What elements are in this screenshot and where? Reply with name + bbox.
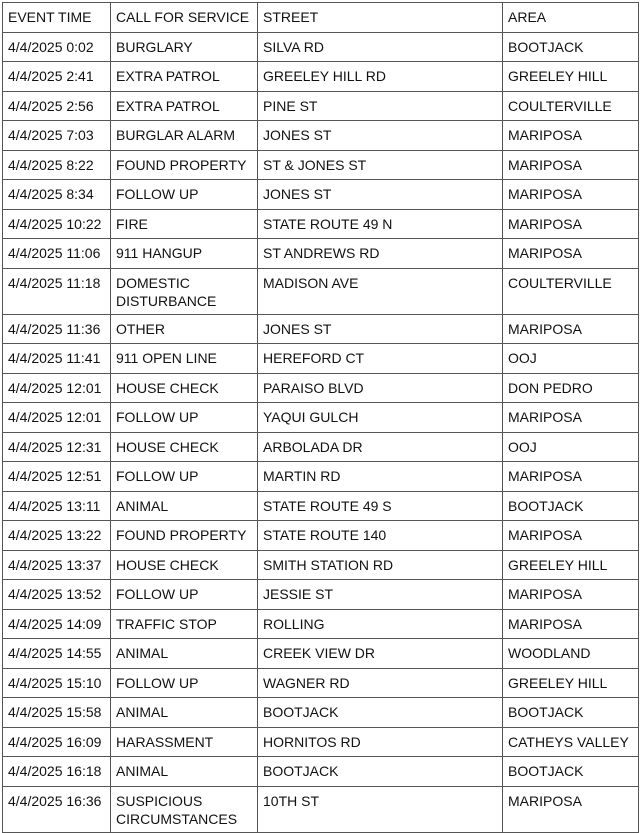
cell-event-time: 4/4/2025 14:55: [3, 639, 111, 669]
cell-event-time: 4/4/2025 13:11: [3, 491, 111, 521]
table-row: [3, 757, 639, 787]
cell-call-for-service: BURGLAR ALARM: [111, 121, 258, 151]
cell-event-time: 4/4/2025 14:09: [3, 609, 111, 639]
table-row: [3, 121, 639, 151]
cell-call-for-service: FIRE: [111, 209, 258, 239]
table-row: [3, 62, 639, 92]
cell-street: JONES ST: [258, 180, 503, 210]
cell-event-time: 4/4/2025 8:34: [3, 180, 111, 210]
cell-street: MARTIN RD: [258, 462, 503, 492]
header-event-time: EVENT TIME: [3, 3, 111, 33]
cell-event-time: 4/4/2025 12:01: [3, 403, 111, 433]
cell-street: WAGNER RD: [258, 668, 503, 698]
cell-street: STATE ROUTE 49 S: [258, 491, 503, 521]
cell-event-time: 4/4/2025 11:06: [3, 239, 111, 269]
table-row: [3, 491, 639, 521]
cell-call-for-service: FOLLOW UP: [111, 180, 258, 210]
table-row: [3, 432, 639, 462]
cell-call-for-service: HOUSE CHECK: [111, 373, 258, 403]
cell-street: JONES ST: [258, 121, 503, 151]
cell-call-for-service: 911 OPEN LINE: [111, 344, 258, 374]
cell-event-time: 4/4/2025 13:37: [3, 550, 111, 580]
cell-call-for-service: 911 HANGUP: [111, 239, 258, 269]
cell-street: JESSIE ST: [258, 580, 503, 610]
cell-street: ARBOLADA DR: [258, 432, 503, 462]
cell-event-time: 4/4/2025 11:36: [3, 314, 111, 344]
header-row: [3, 3, 639, 33]
table-row: [3, 639, 639, 669]
cell-area: MARIPOSA: [503, 180, 639, 210]
cell-call-for-service: FOLLOW UP: [111, 668, 258, 698]
cell-street: HORNITOS RD: [258, 727, 503, 757]
cell-street: GREELEY HILL RD: [258, 62, 503, 92]
cell-call-for-service: BURGLARY: [111, 32, 258, 62]
cell-street: STATE ROUTE 49 N: [258, 209, 503, 239]
header-street: STREET: [258, 3, 503, 33]
cell-street: PARAISO BLVD: [258, 373, 503, 403]
cell-call-for-service: ANIMAL: [111, 757, 258, 787]
table-row: [3, 580, 639, 610]
table-row: [3, 150, 639, 180]
cell-call-for-service: EXTRA PATROL: [111, 91, 258, 121]
cell-area: BOOTJACK: [503, 757, 639, 787]
cell-area: BOOTJACK: [503, 491, 639, 521]
cell-call-for-service: HOUSE CHECK: [111, 432, 258, 462]
table-row: [3, 786, 639, 832]
table-row: [3, 462, 639, 492]
cell-street: MADISON AVE: [258, 268, 503, 314]
calls-for-service-table: [2, 2, 639, 833]
cell-call-for-service: FOUND PROPERTY: [111, 521, 258, 551]
cell-call-for-service: SUSPICIOUS CIRCUMSTANCES: [111, 786, 258, 832]
cell-event-time: 4/4/2025 13:22: [3, 521, 111, 551]
cell-call-for-service: OTHER: [111, 314, 258, 344]
cell-street: ROLLING: [258, 609, 503, 639]
cell-call-for-service: FOLLOW UP: [111, 462, 258, 492]
table-body: [3, 32, 639, 832]
cell-event-time: 4/4/2025 12:01: [3, 373, 111, 403]
cell-area: COULTERVILLE: [503, 91, 639, 121]
cell-call-for-service: FOUND PROPERTY: [111, 150, 258, 180]
table-row: [3, 403, 639, 433]
table-row: [3, 521, 639, 551]
cell-area: MARIPOSA: [503, 521, 639, 551]
table-row: [3, 609, 639, 639]
table-row: [3, 373, 639, 403]
cell-call-for-service: ANIMAL: [111, 698, 258, 728]
cell-event-time: 4/4/2025 12:31: [3, 432, 111, 462]
cell-event-time: 4/4/2025 16:36: [3, 786, 111, 832]
cell-street: SILVA RD: [258, 32, 503, 62]
cell-area: MARIPOSA: [503, 314, 639, 344]
cell-area: MARIPOSA: [503, 150, 639, 180]
cell-call-for-service: ANIMAL: [111, 639, 258, 669]
cell-event-time: 4/4/2025 11:18: [3, 268, 111, 314]
cell-area: MARIPOSA: [503, 580, 639, 610]
cell-event-time: 4/4/2025 2:56: [3, 91, 111, 121]
cell-event-time: 4/4/2025 15:58: [3, 698, 111, 728]
table-header: [3, 3, 639, 33]
cell-area: COULTERVILLE: [503, 268, 639, 314]
table-row: [3, 32, 639, 62]
cell-event-time: 4/4/2025 10:22: [3, 209, 111, 239]
cell-area: OOJ: [503, 344, 639, 374]
cell-street: SMITH STATION RD: [258, 550, 503, 580]
cell-event-time: 4/4/2025 11:41: [3, 344, 111, 374]
cell-area: GREELEY HILL: [503, 62, 639, 92]
cell-street: ST ANDREWS RD: [258, 239, 503, 269]
cell-call-for-service: HARASSMENT: [111, 727, 258, 757]
cell-street: BOOTJACK: [258, 698, 503, 728]
cell-area: WOODLAND: [503, 639, 639, 669]
cell-street: BOOTJACK: [258, 757, 503, 787]
cell-event-time: 4/4/2025 13:52: [3, 580, 111, 610]
cell-call-for-service: ANIMAL: [111, 491, 258, 521]
cell-street: ST & JONES ST: [258, 150, 503, 180]
cell-street: STATE ROUTE 140: [258, 521, 503, 551]
cell-area: BOOTJACK: [503, 32, 639, 62]
cell-event-time: 4/4/2025 15:10: [3, 668, 111, 698]
cell-street: 10TH ST: [258, 786, 503, 832]
cell-event-time: 4/4/2025 8:22: [3, 150, 111, 180]
table-row: [3, 180, 639, 210]
cell-street: CREEK VIEW DR: [258, 639, 503, 669]
table-row: [3, 727, 639, 757]
table-row: [3, 239, 639, 269]
cell-area: MARIPOSA: [503, 209, 639, 239]
cell-call-for-service: FOLLOW UP: [111, 580, 258, 610]
cell-area: MARIPOSA: [503, 121, 639, 151]
cell-area: MARIPOSA: [503, 609, 639, 639]
cell-event-time: 4/4/2025 7:03: [3, 121, 111, 151]
cell-area: MARIPOSA: [503, 239, 639, 269]
cell-event-time: 4/4/2025 16:18: [3, 757, 111, 787]
cell-call-for-service: DOMESTIC DISTURBANCE: [111, 268, 258, 314]
cell-call-for-service: TRAFFIC STOP: [111, 609, 258, 639]
header-area: AREA: [503, 3, 639, 33]
header-call-for-service: CALL FOR SERVICE: [111, 3, 258, 33]
cell-call-for-service: HOUSE CHECK: [111, 550, 258, 580]
cell-area: MARIPOSA: [503, 462, 639, 492]
cell-event-time: 4/4/2025 0:02: [3, 32, 111, 62]
table-row: [3, 550, 639, 580]
table-row: [3, 314, 639, 344]
table-row: [3, 668, 639, 698]
cell-call-for-service: EXTRA PATROL: [111, 62, 258, 92]
cell-area: CATHEYS VALLEY: [503, 727, 639, 757]
cell-area: DON PEDRO: [503, 373, 639, 403]
cell-area: GREELEY HILL: [503, 668, 639, 698]
cell-area: GREELEY HILL: [503, 550, 639, 580]
cell-area: MARIPOSA: [503, 786, 639, 832]
cell-event-time: 4/4/2025 2:41: [3, 62, 111, 92]
table-row: [3, 698, 639, 728]
cell-area: BOOTJACK: [503, 698, 639, 728]
table-row: [3, 344, 639, 374]
cell-area: OOJ: [503, 432, 639, 462]
cell-street: JONES ST: [258, 314, 503, 344]
cell-street: PINE ST: [258, 91, 503, 121]
table-row: [3, 209, 639, 239]
cell-area: MARIPOSA: [503, 403, 639, 433]
cell-event-time: 4/4/2025 12:51: [3, 462, 111, 492]
cell-call-for-service: FOLLOW UP: [111, 403, 258, 433]
cell-event-time: 4/4/2025 16:09: [3, 727, 111, 757]
cell-street: YAQUI GULCH: [258, 403, 503, 433]
table-row: [3, 268, 639, 314]
table-row: [3, 91, 639, 121]
cell-street: HEREFORD CT: [258, 344, 503, 374]
